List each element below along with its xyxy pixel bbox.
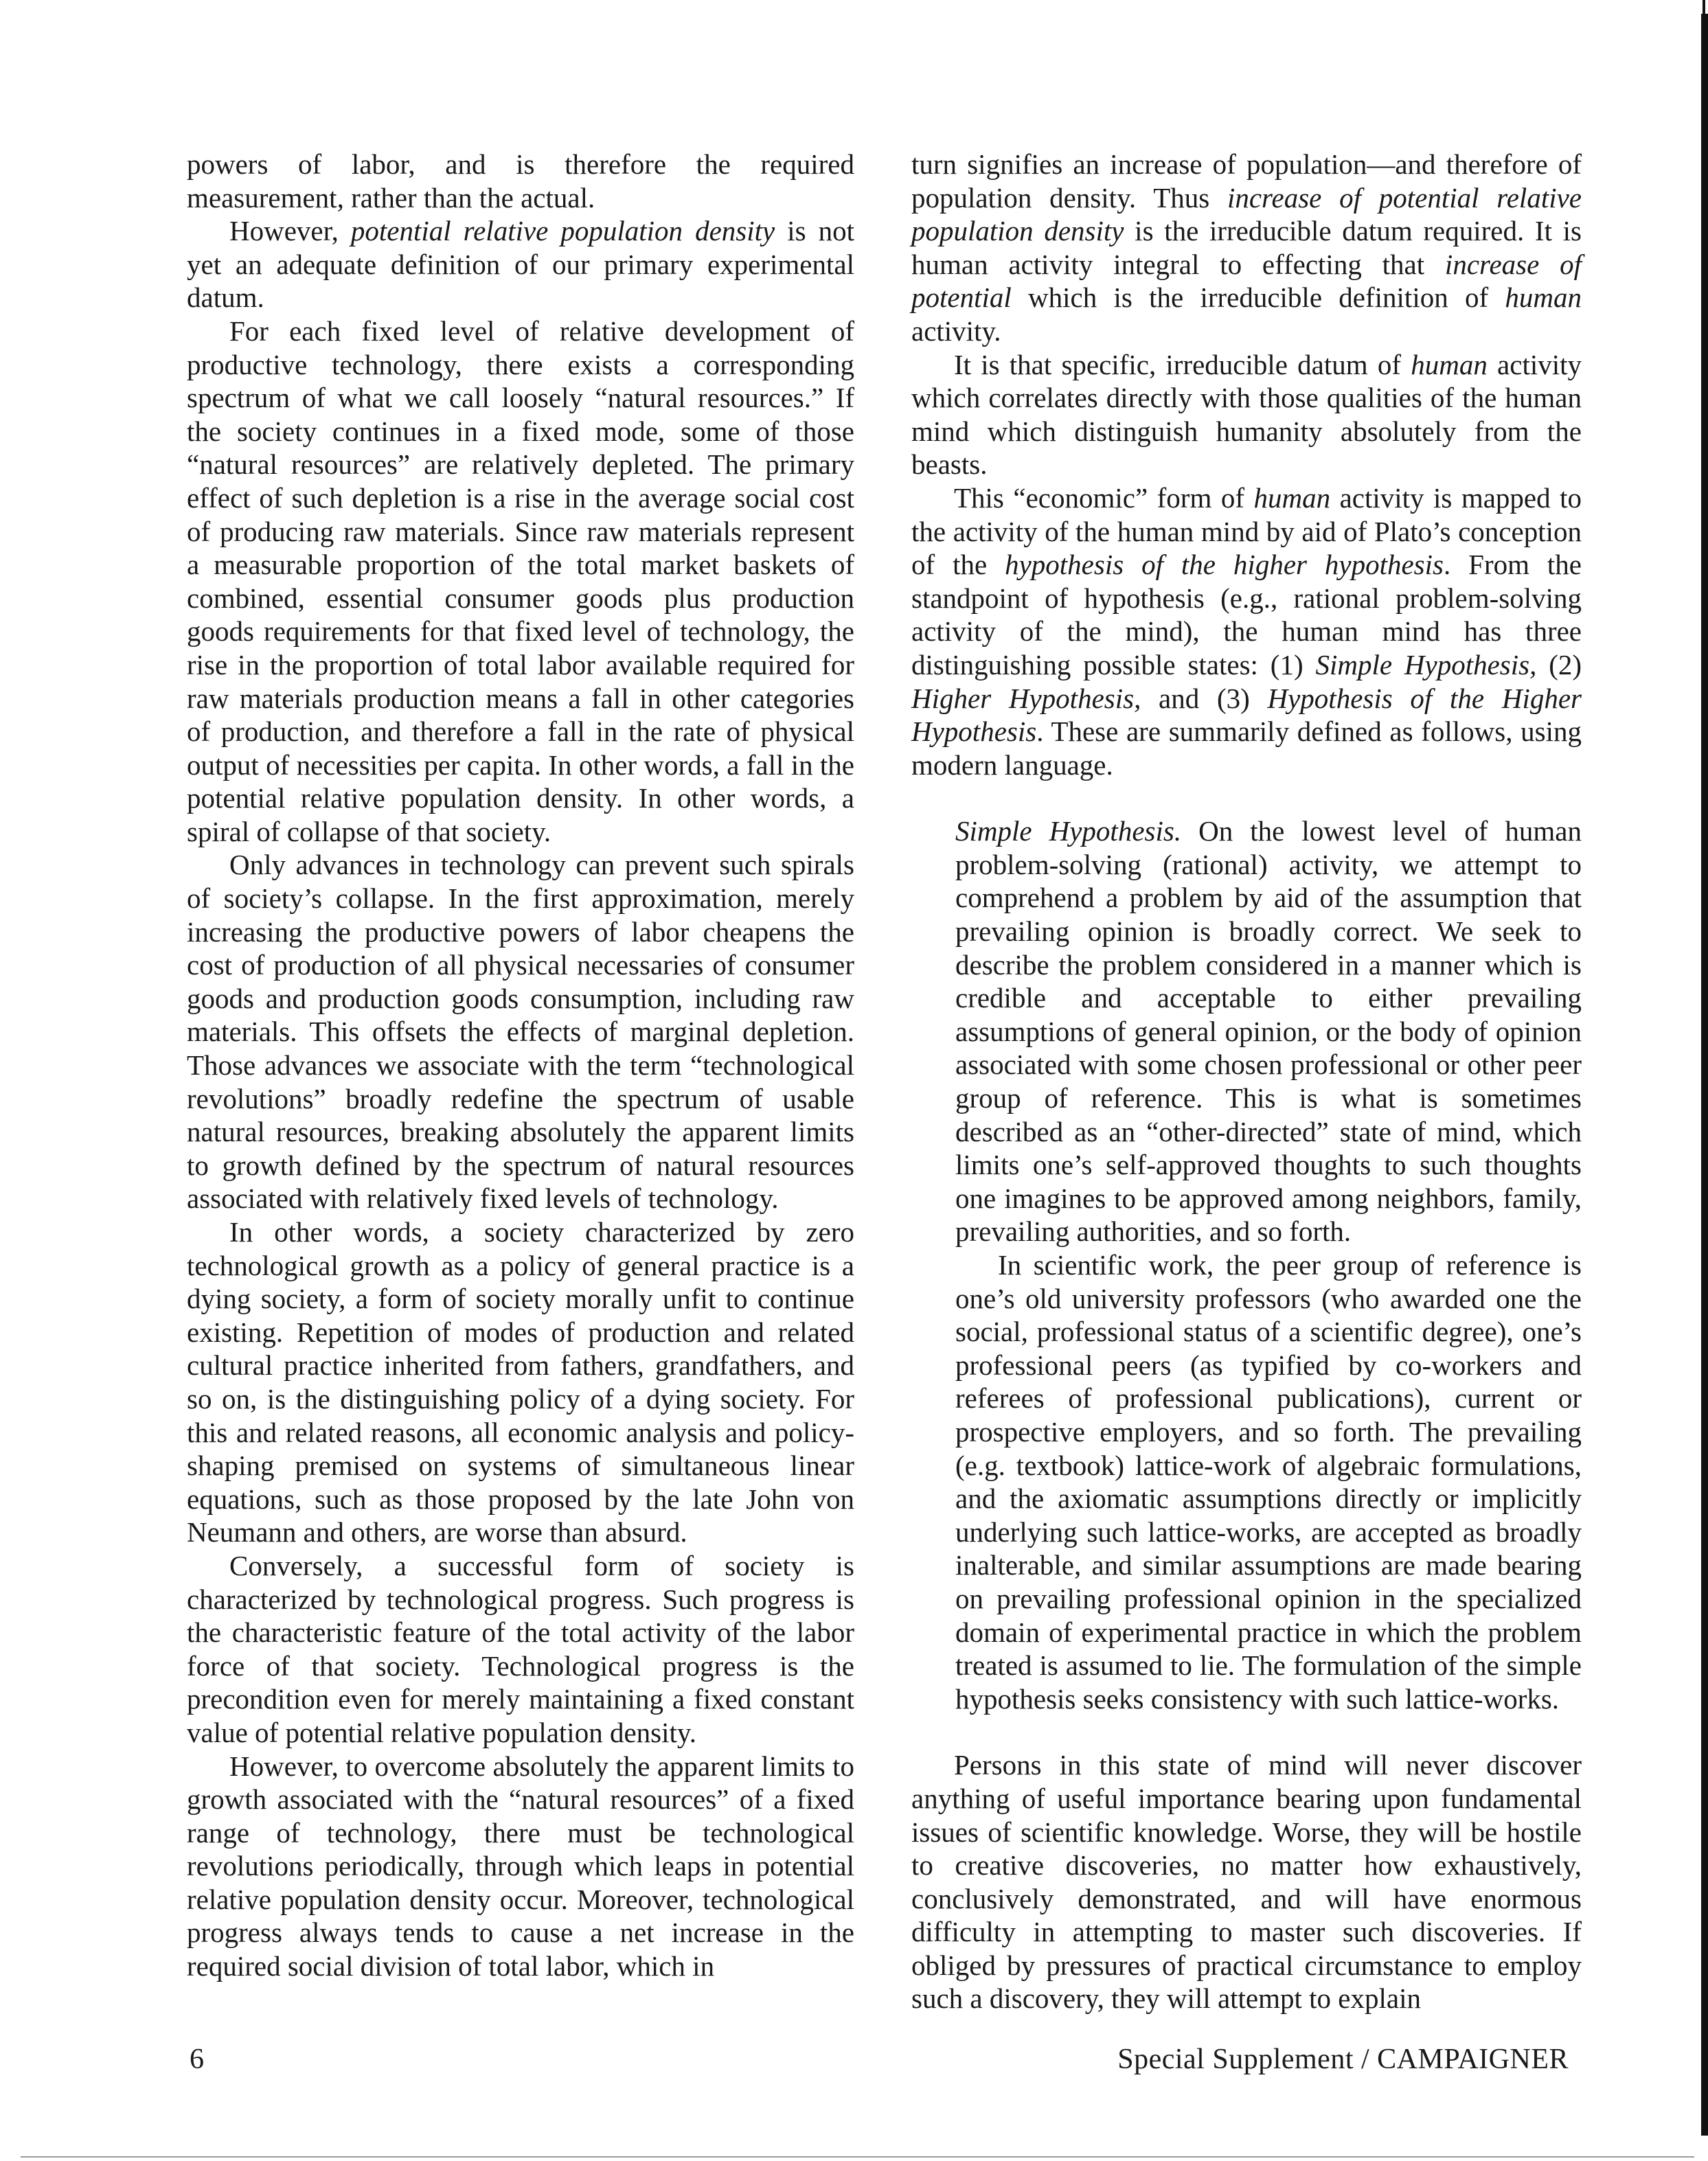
paragraph: However, potential relative population density is not yet an adequate definition of our primary experimental datum. (187, 215, 854, 314)
paragraph: It is that specific, irreducible datum of human activity which correlates directly with those qualities of the human mind which distinguish humanity absolutely from the beasts. (911, 348, 1582, 481)
running-footer: Special Supplement / CAMPAIGNER (1117, 2044, 1569, 2075)
paragraph: However, to overcome absolutely the apparent limits to growth associated with the “natural resources” of a fixed range of technology, there must be technological revolutions periodically, through which leaps in potential relative population density occur. Moreover, technological progress always tends to cause a net increase in the required social division of total labor, which in (187, 1750, 854, 1982)
paragraph: Persons in this state of mind will never discover anything of useful importance bearing upon fundamental issues of scientific knowledge. Worse, they will be hostile to creative discoveries, no matter how exhaustively, conclusively demonstrated, and will have enormous difficulty in attempting to master such discoveries. If obliged by pressures of practical circumstance to employ such a discovery, they will attempt to explain (911, 1749, 1582, 2015)
indented-quote (955, 814, 1582, 1715)
paragraph: Only advances in technology can prevent such spirals of society’s collapse. In the first approximation, merely increasing the productive powers of labor cheapens the cost of production of all physical necessaries of consumer goods and production goods consumption, including raw materials. This offsets the effects of marginal depletion. Those advances we associate with the term “technological revolutions” broadly redefine the spectrum of usable natural resources, breaking absolutely the apparent limits to growth defined by the spectrum of natural resources associated with relatively fixed levels of technology. (187, 849, 854, 1215)
paragraph: turn signifies an increase of population—and therefore of population density. Thus increase of potential relative population density is the irreducible datum required. It is human activity integral to effecting that increase of potential which is the irreducible definition of human activity. (911, 148, 1582, 347)
paragraph: Conversely, a successful form of society is characterized by technological progress. Such progress is the characteristic feature of the total activity of the labor force of that society. Technological progress is the precondition even for merely maintaining a fixed constant value of potential relative population density. (187, 1549, 854, 1748)
quote-paragraph: In scientific work, the peer group of reference is one’s old university professors (who awarded one the social, professional status of a scientific degree), one’s professional peers (as typified by co-workers and referees of professional publications), current or prospective employers, and so forth. The prevailing (e.g. textbook) lattice-work of algebraic formulations, and the axiomatic assumptions directly or implicitly underlying such lattice-works, are accepted as broadly inalterable, and similar assumptions are made bearing on prevailing professional opinion in the specialized domain of experimental practice in which the problem treated is assumed to lie. The formulation of the simple hypothesis seeks consistency with such lattice-works. (955, 1249, 1582, 1715)
page-edge (21, 2156, 1694, 2158)
paragraph: For each fixed level of relative development of productive technology, there exists a corresponding spectrum of what we call loosely “natural resources.” If the society continues in a fixed mode, some of those “natural resources” are relatively depleted. The primary effect of such depletion is a rise in the average social cost of producing raw materials. Since raw materials represent a measurable proportion of the total market baskets of combined, essential consumer goods plus production goods requirements for that fixed level of technology, the rise in the proportion of total labor available required for raw materials production means a fall in other categories of production, and therefore a fall in the rate of physical output of necessities per capita. In other words, a fall in the potential relative population density. In other words, a spiral of collapse of that society. (187, 315, 854, 847)
quote-paragraph: Simple Hypothesis. On the lowest level of human problem-solving (rational) activity, we attempt to comprehend a problem by aid of the assumption that prevailing opinion is broadly correct. We seek to describe the problem considered in a manner which is credible and acceptable to either prevailing assumptions of general opinion, or the body of opinion associated with some chosen professional or other peer group of reference. This is what is sometimes described as an “other-directed” state of mind, which limits one’s self-approved thoughts to such thoughts one imagines to be approved among neighbors, family, prevailing authorities, and so forth. (955, 815, 1582, 1248)
left-column (187, 148, 854, 1983)
binding-edge (1701, 14, 1708, 2136)
paragraph: In other words, a society characterized by zero technological growth as a policy of general practice is a dying society, a form of society morally unfit to continue existing. Repetition of modes of production and related cultural practice inherited from fathers, grandfathers, and so on, is the distinguishing policy of a dying society. For this and related reasons, all economic analysis and policy-shaping premised on systems of simultaneous linear equations, such as those proposed by the late John von Neumann and others, are worse than absurd. (187, 1216, 854, 1548)
page-number: 6 (190, 2044, 204, 2075)
right-column (911, 148, 1582, 2015)
paragraph: This “economic” form of human activity is mapped to the activity of the human mind by aid of Plato’s conception of the hypothesis of the higher hypothesis. From the standpoint of hypothesis (e.g., rational problem-solving activity of the mind), the human mind has three distinguishing possible states: (1) Simple Hypothesis, (2) Higher Hypothesis, and (3) Hypothesis of the Higher Hypothesis. These are summarily defined as follows, using modern language. (911, 481, 1582, 781)
paragraph: powers of labor, and is therefore the required measurement, rather than the actual. (187, 148, 854, 214)
